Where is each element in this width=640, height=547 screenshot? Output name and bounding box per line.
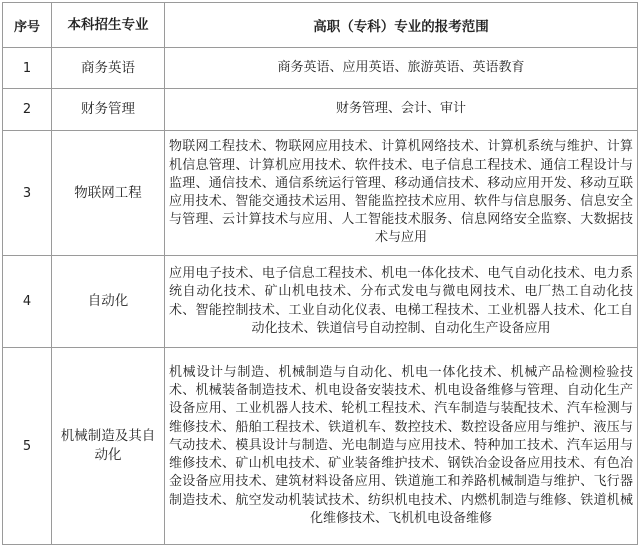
row-scope: 财务管理、会计、审计 (165, 89, 638, 131)
row-no: 3 (3, 131, 52, 256)
row-major: 物联网工程 (52, 131, 165, 256)
row-major: 自动化 (52, 256, 165, 348)
table-row (3, 48, 638, 89)
row-major: 财务管理 (52, 89, 165, 131)
row-major-label: 机械制造及其自动化 (60, 428, 156, 463)
row-no: 4 (3, 256, 52, 348)
row-scope: 机械设计与制造、机械制造与自动化、机电一体化技术、机械产品检测检验技术、机械装备制造技术、机电设备安装技术、机电设备维修与管理、自动化生产设备应用、工业机器人技术、轮机工程技术、汽车制造与装配技术、汽车检测与维修技术、船舶工程技术、铁道机车、数控技术、数控设备应用与维护、液压与气动技术、模具设计与制造、光电制造与应用技术、特种加工技术、汽车运用与维修技术、矿山机电技术、矿业装备维护技术、钢铁冶金设备应用技术、有色冶金设备应用技术、建筑材料设备应用、铁道施工和养路机械制造与维护、飞行器制造技术、航空发动机装试技术、纺织机电技术、内燃机制造与维修、铁道机械化维修技术、飞机机电设备维修 (165, 348, 638, 545)
row-scope: 物联网工程技术、物联网应用技术、计算机网络技术、计算机系统与维护、计算机信息管理、计算机应用技术、软件技术、电子信息工程技术、通信工程设计与监理、通信技术、通信系统运行管理、移动通信技术、移动应用开发、移动互联应用技术、智能交通技术运用、智能监控技术应用、软件与信息服务、信息安全与管理、云计算技术与应用、人工智能技术服务、信息网络安全监察、大数据技术与应用 (165, 131, 638, 256)
header-major: 本科招生专业 (52, 3, 165, 48)
table-row (3, 348, 638, 545)
table-row (3, 131, 638, 256)
header-no: 序号 (3, 3, 52, 48)
row-major (52, 348, 165, 545)
row-no: 1 (3, 48, 52, 89)
row-no: 5 (3, 348, 52, 545)
row-scope: 商务英语、应用英语、旅游英语、英语教育 (165, 48, 638, 89)
row-no: 2 (3, 89, 52, 131)
table-row (3, 256, 638, 348)
row-major: 商务英语 (52, 48, 165, 89)
row-scope: 应用电子技术、电子信息工程技术、机电一体化技术、电气自动化技术、电力系统自动化技术、矿山机电技术、分布式发电与微电网技术、电厂热工自动化技术、智能控制技术、工业自动化仪表、电梯工程技术、工业机器人技术、化工自动化技术、铁道信号自动控制、自动化生产设备应用 (165, 256, 638, 348)
table-header-row (3, 3, 638, 48)
table-row (3, 89, 638, 131)
admission-scope-table (2, 2, 638, 545)
header-scope: 高职（专科）专业的报考范围 (165, 3, 638, 48)
